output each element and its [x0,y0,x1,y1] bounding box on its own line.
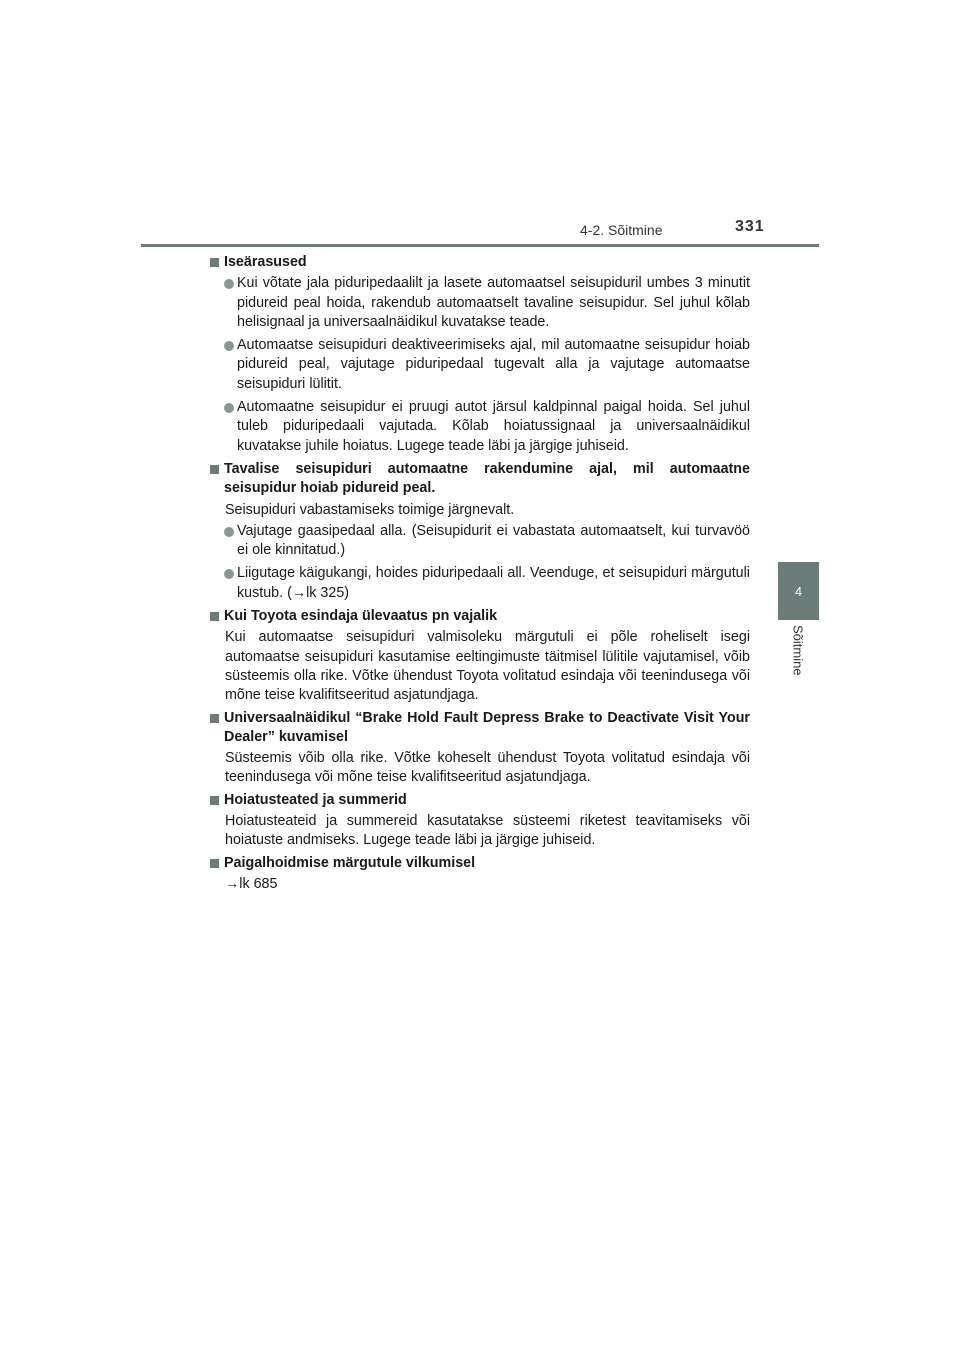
list-item: Automaatne seisupidur ei pruugi autot järsul kaldpinnal paigal hoida. Sel juhul tuleb piduripedaali vajutada. Kõlab hoiatussignaal ja universaalnäidikul kuvatakse juhile hoiatus. Lugege teade läbi ja järgige juhiseid. [210,398,750,456]
section-square-icon [210,465,219,474]
bullet-icon [224,569,234,579]
section-square-icon [210,859,219,868]
section-title: Tavalise seisupiduri automaatne rakendumine ajal, mil automaatne seisupidur hoiab pidureid peal. [224,460,750,497]
section-square-icon [210,714,219,723]
list-item: Vajutage gaasipedaal alla. (Seisupidurit ei vabastata automaatselt, kui turvavöö ei ole kinnitatud.) [210,522,750,561]
section-intro: Seisupiduri vabastamiseks toimige järgnevalt. [225,501,515,518]
arrow-right-icon: → [291,584,307,601]
section-body: Süsteemis võib olla rike. Võtke koheselt ühendust Toyota volitatud esindaja või teenindusega või mõne teise kvalifitseeritud asjatundjaga. [225,750,750,786]
section-title: Kui Toyota esindaja ülevaatus pn vajalik [224,608,498,625]
page-reference-link[interactable]: lk 325) [306,584,350,601]
arrow-right-icon: → [225,875,240,892]
header-section-title: 4-2. Sõitmine [580,222,663,238]
list-item: Automaatse seisupiduri deaktiveerimiseks ajal, mil automaatne seisupidur hoiab pidureid peal, vajutage piduripedaal tugevalt alla ja vajutage automaatse seisupiduri lülitit. [210,336,750,394]
section-warnings [210,791,750,851]
bullet-icon [224,403,234,413]
section-auto-parking-brake [210,460,750,603]
page-number: 331 [735,218,765,235]
chapter-tab-number: 4 [794,583,803,599]
page-reference-link[interactable]: lk 685 [239,875,278,892]
page-content [210,253,750,897]
section-square-icon [210,612,219,621]
bullet-icon [224,341,234,351]
section-title: Iseärasused [224,254,307,270]
section-indicator-flashing [210,854,750,895]
list-item: Kui võtate jala piduripedaalilt ja lasete automaatsel seisupiduril umbes 3 minutit pidureid peal hoida, rakendub automaatselt tavaline seisupidur. Sel juhul kõlab helisignaal ja universaalnäidikul kuvatakse teade. [210,274,750,332]
bullet-icon [224,527,234,537]
bullet-icon [224,279,234,289]
header-divider [141,244,819,247]
section-title: Universaalnäidikul “Brake Hold Fault Depress Brake to Deactivate Visit Your Dealer” kuvamisel [224,709,750,745]
section-body: Hoiatusteateid ja summereid kasutatakse süsteemi riketest teavitamiseks või hoiatuste andmiseks. Lugege teade läbi ja järgige juhiseid. [225,813,750,849]
section-square-icon [210,258,219,267]
chapter-tab[interactable] [778,562,819,620]
section-title: Paigalhoidmise märgutule vilkumisel [224,854,476,871]
section-body: Kui automaatse seisupiduri valmisoleku märgutuli ei põle roheliselt isegi automaatse seisupiduri kasutamise eeltingimuste täitmisel lülitile vajutamisel, võib süsteemis olla rike. Võtke ühendust Toyota volitatud esindaja või teenindusega või mõne teise kvalifitseeritud asjatundjaga. [225,629,750,704]
chapter-tab-label: Sõitmine [790,625,806,676]
section-title: Hoiatusteated ja summerid [224,791,407,808]
section-fault-message [210,709,750,788]
section-features [210,253,750,456]
list-item: Liigutage käigukangi, hoides piduripedaali all. Veenduge, et seisupiduri märgutuli kustub. (→lk 325) [210,564,750,603]
section-square-icon [210,796,219,805]
section-dealer-inspection [210,607,750,705]
